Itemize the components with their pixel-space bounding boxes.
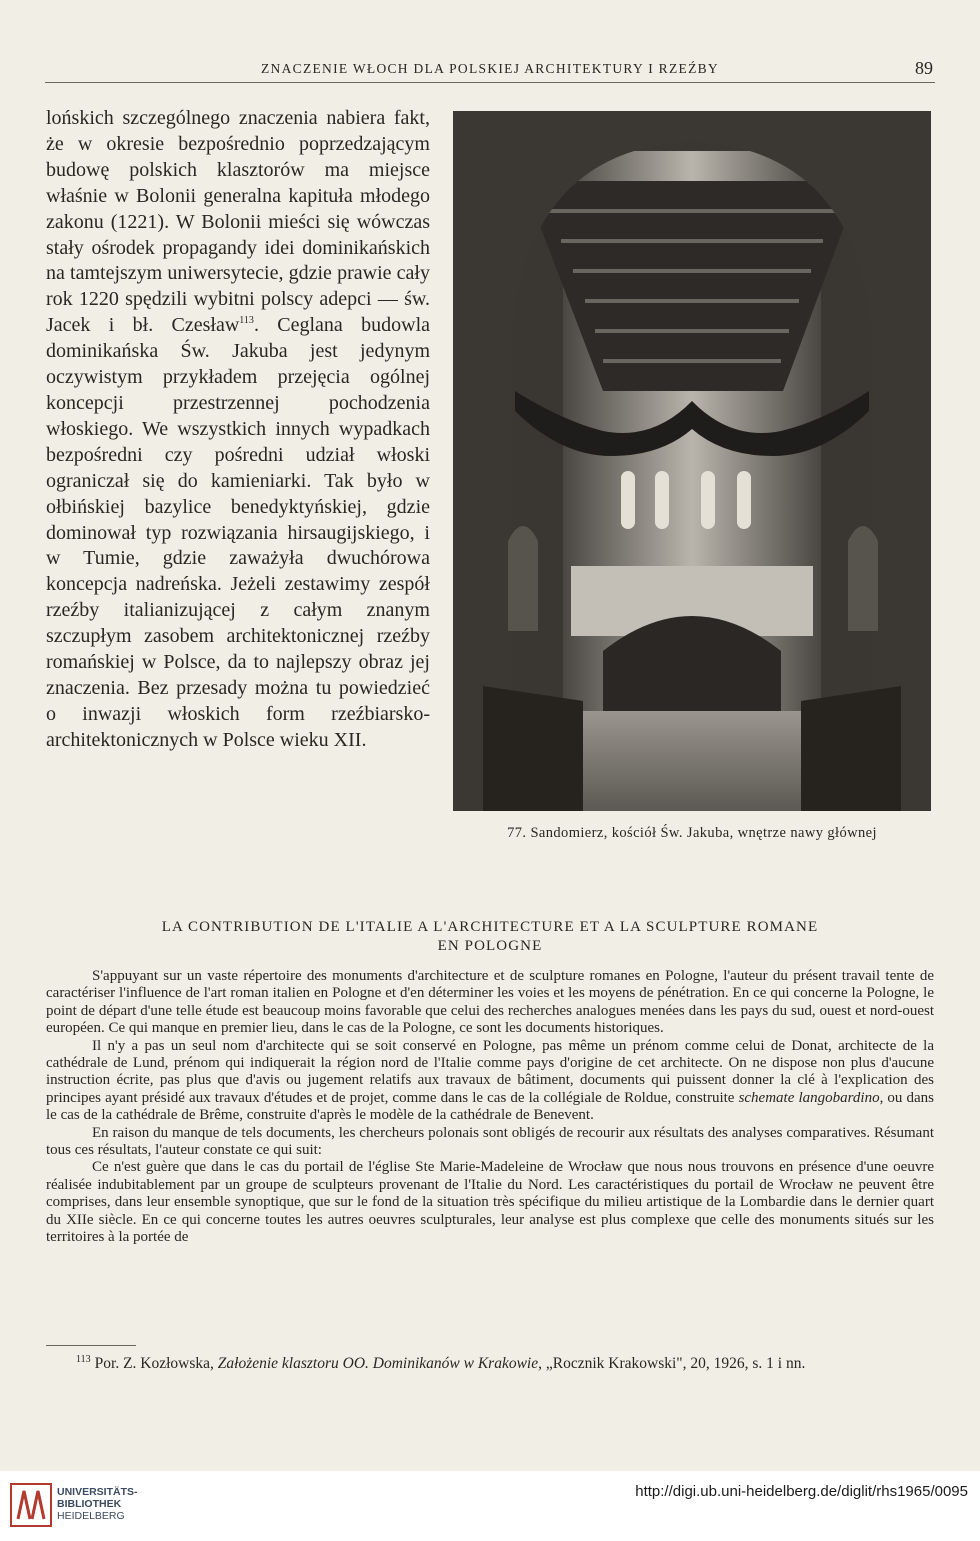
footnote-divider (46, 1345, 136, 1346)
footnote-reference[interactable]: 113 (239, 315, 254, 327)
italic-phrase: schemate langobardino (738, 1089, 880, 1106)
library-logo-icon[interactable] (10, 1483, 52, 1527)
footnote-rest: , „Rocznik Krakowski", 20, 1926, s. 1 i nn. (538, 1355, 806, 1372)
summary-paragraph-2-end: , ou dans le cas de la cathédrale de Brême, construite d'après le modèle de la cathédrale de Benevent. (46, 1089, 934, 1124)
polish-text-column (46, 106, 430, 754)
summary-paragraph-2-start: Il n'y a pas un seul nom d'architecte qui se soit conservé en Pologne, pas même un prénom comme celui de Donat, architecte de la cathédrale de Lund, prénom qui indiquerait la région nord de l'Italie comme pays d'origine de cet architecte. On ne dispose non plus d'aucune instruction écrite, pas plus que d'avis ou jugement relatifs aux travaux de bâtiment, documents qui puissent donner la clé à l'explication des principes ayant présidé aux travaux d'études et de projet, comme dans le cas de la collégiale de Roldue, construite (46, 1037, 934, 1106)
polish-text-part-2: . Ceglana budowla dominikańska Św. Jakuba jest jedynym oczywistym przykładem przejęcia ogólnej koncepcji przestrzennej pochodzenia włoskiego. We wszystkich innych wypadkach bezpośredni czy pośredni udział włoski ograniczał się do kamieniarki. Tak było w ołbińskiej bazylice benedyktyńskiej, gdzie dominował typ rozwiązania hirsaugijskiego, i w Tumie, gdzie zaważyła dwuchórowa koncepcja nadreńska. Jeżeli zestawimy zespół rzeźby italianizującej z całym znanym szczupłym zasobem architektonicznej rzeźby romańskiej w Polsce, da to najlepszy obraz jej znaczenia. Bez przesady można tu powiedzieć o inwazji włoskich form rzeźbiarsko-architektonicznych w Polsce wieku XII. (46, 314, 431, 751)
summary-title-line-1: LA CONTRIBUTION DE L'ITALIE A L'ARCHITECTURE ET A LA SCULPTURE ROMANE (161, 919, 819, 935)
french-summary (46, 968, 934, 1247)
library-name-line-3: HEIDELBERG (57, 1510, 125, 1522)
footnote-title: Założenie klasztoru OO. Dominikanów w Krakowie (217, 1355, 539, 1372)
summary-paragraph-4: Ce n'est guère que dans le cas du portail de l'église Ste Marie-Madeleine de Wrocław que nous nous trouvons en présence d'une oeuvre réalisée indubitablement par un groupe de sculpteurs provenant de l'Italie du Nord. Les caractéristiques du portail de Wrocław ne peuvent être comprises, dans leur ensemble synoptique, que sur le fond de la situation très spécifique du milieu artistique de la Lombardie dans le dernier quart du XIIe siècle. En ce qui concerne toutes les autres oeuvres sculpturales, leur analyse est plus complexe que celle des monuments situés sur les territoires à la portée de (46, 1159, 934, 1246)
footnote-number: 113 (76, 1354, 91, 1365)
digital-library-bar (0, 1471, 980, 1541)
footnote (46, 1350, 934, 1374)
polish-text-part-1: lońskich szczególnego znaczenia nabiera fakt, że w okresie bezpośrednio poprzedzającym budowę polskich klasztorów ma miejsce właśnie w Bolonii generalna kapituła młodego zakonu (1221). W Bolonii mieści się wówczas stały ośrodek propagandy idei dominikańskich na tamtejszym uniwersytecie, gdzie prawie cały rok 1220 spędzili wybitni polscy adepci — św. Jacek i bł. Czesław (46, 107, 430, 337)
footnote-lead: Por. Z. Kozłowska, (94, 1355, 214, 1372)
page-header (45, 58, 935, 83)
page-number: 89 (915, 58, 933, 78)
summary-paragraph-3: En raison du manque de tels documents, les chercheurs polonais sont obligés de recourir aux résultats des analyses comparatives. Résumant tous ces résultats, l'auteur constate ce qui suit: (46, 1124, 934, 1159)
figure-caption: 77. Sandomierz, kościół Św. Jakuba, wnętrze nawy głównej (507, 825, 877, 841)
nave-illustration (453, 111, 931, 811)
library-name-line-1: UNIVERSITÄTS- (57, 1486, 138, 1498)
church-interior-photo (453, 111, 931, 811)
summary-paragraph-1: S'appuyant sur un vaste répertoire des monuments d'architecture et de sculpture romanes en Pologne, l'auteur du présent travail tente de caractériser l'influence de l'art roman italien en Pologne et d'en déterminer les voies et les moyens de pénétration. En ce qui concerne la Pologne, le point de départ d'une telle étude est beaucoup moins favorable que celui des recherches analogues menées dans les pays du sud, ouest et nord-ouest européen. Ce qui manque en premier lieu, dans le cas de la Pologne, ce sont les documents historiques. (46, 968, 934, 1037)
library-name-line-2: BIBLIOTHEK (57, 1498, 122, 1510)
summary-title-line-2: EN POLOGNE (437, 938, 543, 954)
summary-title (46, 918, 934, 956)
running-title: ZNACZENIE WŁOCH DLA POLSKIEJ ARCHITEKTURY I RZEŹBY (261, 61, 719, 76)
summary-paragraph-2 (46, 1038, 934, 1125)
polish-paragraph (46, 106, 430, 754)
library-name[interactable] (57, 1486, 138, 1522)
source-url-link[interactable]: http://digi.ub.uni-heidelberg.de/diglit/rhs1965/0095 (635, 1483, 968, 1500)
